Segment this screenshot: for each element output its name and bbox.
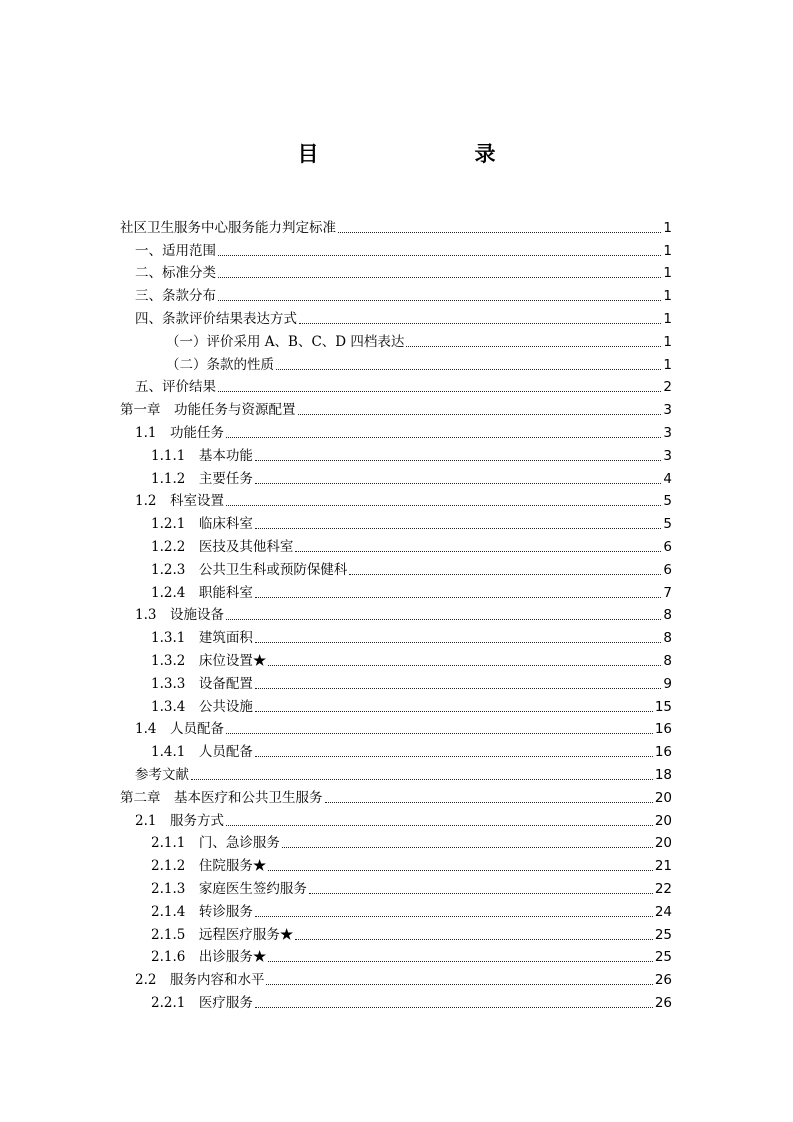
toc-entry-page-number: 3 bbox=[663, 424, 672, 441]
toc-entry-label: 2.2 服务内容和水平 bbox=[135, 972, 265, 989]
toc-entry-page-number: 5 bbox=[663, 516, 672, 533]
page-title: 目 录 bbox=[297, 141, 534, 166]
toc-entry-label: 1.3 设施设备 bbox=[135, 607, 224, 624]
toc-entry-label: 1.2.2 医技及其他科室 bbox=[151, 538, 294, 555]
toc-entry[interactable] bbox=[120, 305, 672, 328]
toc-entry[interactable] bbox=[120, 465, 672, 488]
toc-entry[interactable] bbox=[120, 374, 672, 397]
toc-entry-page-number: 25 bbox=[654, 926, 672, 943]
toc-entry[interactable] bbox=[120, 624, 672, 647]
toc-entry[interactable] bbox=[120, 921, 672, 944]
toc-entry-label: 2.2.1 医疗服务 bbox=[151, 994, 253, 1011]
toc-entry-page-number: 1 bbox=[663, 265, 672, 282]
toc-entry[interactable] bbox=[120, 328, 672, 351]
toc-entry[interactable] bbox=[120, 214, 672, 237]
toc-dot-leader bbox=[226, 825, 653, 826]
toc-dot-leader bbox=[255, 642, 662, 643]
toc-dot-leader bbox=[295, 551, 661, 552]
toc-entry-page-number: 1 bbox=[663, 310, 672, 327]
toc-entry-label: 一、适用范围 bbox=[135, 242, 216, 259]
toc-entry-label: 1.1.2 主要任务 bbox=[151, 470, 253, 487]
toc-dot-leader bbox=[309, 893, 653, 894]
toc-dot-leader bbox=[268, 665, 661, 666]
toc-entry[interactable] bbox=[120, 602, 672, 625]
toc-dot-leader bbox=[218, 255, 661, 256]
toc-entry[interactable] bbox=[120, 693, 672, 716]
toc-dot-leader bbox=[298, 414, 662, 415]
toc-entry-label: 1.3.1 建筑面积 bbox=[151, 630, 253, 647]
toc-dot-leader bbox=[218, 391, 661, 392]
toc-entry-label: 2.1.3 家庭医生签约服务 bbox=[151, 880, 307, 897]
toc-entry[interactable] bbox=[120, 966, 672, 989]
toc-entry-page-number: 6 bbox=[663, 538, 672, 555]
toc-entry[interactable] bbox=[120, 898, 672, 921]
toc-entry[interactable] bbox=[120, 784, 672, 807]
toc-entry[interactable] bbox=[120, 670, 672, 693]
toc-entry-label: （二）条款的性质 bbox=[166, 356, 274, 373]
toc-entry[interactable] bbox=[120, 761, 672, 784]
toc-dot-leader bbox=[218, 277, 661, 278]
toc-entry[interactable] bbox=[120, 237, 672, 260]
toc-entry[interactable] bbox=[120, 442, 672, 465]
toc-entry-page-number: 1 bbox=[663, 288, 672, 305]
toc-entry[interactable] bbox=[120, 351, 672, 374]
toc-entry-page-number: 21 bbox=[654, 858, 672, 875]
toc-dot-leader bbox=[276, 369, 661, 370]
toc-entry-page-number: 15 bbox=[654, 698, 672, 715]
toc-entry-label: 2.1.5 远程医疗服务★ bbox=[151, 926, 294, 943]
toc-entry-label: 2.1.6 出诊服务★ bbox=[151, 949, 267, 966]
toc-dot-leader bbox=[406, 346, 661, 347]
toc-dot-leader bbox=[255, 756, 653, 757]
toc-entry-page-number: 25 bbox=[654, 949, 672, 966]
toc-entry[interactable] bbox=[120, 260, 672, 283]
toc-dot-leader bbox=[295, 939, 652, 940]
toc-entry-page-number: 8 bbox=[663, 607, 672, 624]
toc-entry[interactable] bbox=[120, 944, 672, 967]
toc-entry-label: 2.1.4 转诊服务 bbox=[151, 903, 253, 920]
toc-dot-leader bbox=[325, 802, 653, 803]
toc-entry-label: 五、评价结果 bbox=[135, 379, 216, 396]
toc-entry-label: 2.1 服务方式 bbox=[135, 812, 224, 829]
toc-entry[interactable] bbox=[120, 738, 672, 761]
toc-entry[interactable] bbox=[120, 807, 672, 830]
toc-entry-label: （一）评价采用 A、B、C、D 四档表达 bbox=[166, 333, 405, 350]
toc-entry-label: 1.4.1 人员配备 bbox=[151, 744, 253, 761]
toc-entry-page-number: 16 bbox=[654, 744, 672, 761]
toc-dot-leader bbox=[226, 733, 653, 734]
toc-entry-page-number: 3 bbox=[663, 447, 672, 464]
toc-entry-page-number: 1 bbox=[663, 242, 672, 259]
toc-dot-leader bbox=[255, 528, 662, 529]
toc-entry[interactable] bbox=[120, 533, 672, 556]
toc-entry-label: 1.3.4 公共设施 bbox=[151, 698, 253, 715]
toc-entry-page-number: 4 bbox=[663, 470, 672, 487]
toc-dot-leader bbox=[268, 961, 652, 962]
toc-entry[interactable] bbox=[120, 419, 672, 442]
toc-entry[interactable] bbox=[120, 510, 672, 533]
toc-dot-leader bbox=[218, 300, 661, 301]
toc-dot-leader bbox=[338, 232, 661, 233]
toc-entry-page-number: 5 bbox=[663, 493, 672, 510]
toc-entry-page-number: 20 bbox=[654, 789, 672, 806]
table-of-contents bbox=[120, 214, 672, 1012]
toc-entry-label: 1.2.4 职能科室 bbox=[151, 584, 253, 601]
toc-entry-page-number: 3 bbox=[663, 402, 672, 419]
toc-entry-label: 第一章 功能任务与资源配置 bbox=[120, 402, 296, 419]
toc-entry-label: 1.2.1 临床科室 bbox=[151, 516, 253, 533]
toc-entry[interactable] bbox=[120, 716, 672, 739]
toc-entry[interactable] bbox=[120, 647, 672, 670]
toc-entry-label: 第二章 基本医疗和公共卫生服务 bbox=[120, 789, 323, 806]
toc-entry-page-number: 20 bbox=[654, 812, 672, 829]
toc-entry[interactable] bbox=[120, 488, 672, 511]
toc-dot-leader bbox=[349, 574, 661, 575]
toc-entry-page-number: 22 bbox=[654, 880, 672, 897]
toc-entry-page-number: 6 bbox=[663, 561, 672, 578]
toc-entry[interactable] bbox=[120, 989, 672, 1012]
toc-entry-label: 1.1 功能任务 bbox=[135, 424, 224, 441]
toc-entry-label: 二、标准分类 bbox=[135, 265, 216, 282]
toc-entry-page-number: 9 bbox=[663, 675, 672, 692]
toc-entry-page-number: 7 bbox=[663, 584, 672, 601]
toc-entry-label: 三、条款分布 bbox=[135, 288, 216, 305]
toc-entry-page-number: 20 bbox=[654, 835, 672, 852]
toc-entry[interactable] bbox=[120, 830, 672, 853]
toc-entry-label: 2.1.1 门、急诊服务 bbox=[151, 835, 280, 852]
toc-entry-page-number: 2 bbox=[663, 379, 672, 396]
toc-entry[interactable] bbox=[120, 875, 672, 898]
toc-entry[interactable] bbox=[120, 579, 672, 602]
toc-entry-page-number: 18 bbox=[654, 766, 672, 783]
toc-dot-leader bbox=[255, 711, 653, 712]
toc-entry-page-number: 26 bbox=[654, 972, 672, 989]
toc-dot-leader bbox=[255, 688, 662, 689]
toc-entry-label: 1.1.1 基本功能 bbox=[151, 447, 253, 464]
toc-dot-leader bbox=[299, 323, 661, 324]
toc-entry-page-number: 1 bbox=[663, 333, 672, 350]
toc-entry-page-number: 8 bbox=[663, 652, 672, 669]
toc-dot-leader bbox=[255, 597, 662, 598]
toc-entry-label: 1.2 科室设置 bbox=[135, 493, 224, 510]
toc-entry[interactable] bbox=[120, 852, 672, 875]
toc-entry[interactable] bbox=[120, 282, 672, 305]
toc-entry-page-number: 1 bbox=[663, 356, 672, 373]
toc-entry-page-number: 16 bbox=[654, 721, 672, 738]
toc-entry-label: 社区卫生服务中心服务能力判定标准 bbox=[120, 219, 336, 236]
toc-dot-leader bbox=[191, 779, 653, 780]
toc-entry[interactable] bbox=[120, 556, 672, 579]
toc-dot-leader bbox=[226, 619, 661, 620]
toc-dot-leader bbox=[226, 437, 661, 438]
toc-entry-label: 1.3.2 床位设置★ bbox=[151, 652, 267, 669]
toc-dot-leader bbox=[266, 984, 652, 985]
toc-entry-label: 四、条款评价结果表达方式 bbox=[135, 310, 297, 327]
toc-dot-leader bbox=[282, 847, 653, 848]
toc-dot-leader bbox=[255, 1007, 653, 1008]
toc-dot-leader bbox=[268, 870, 652, 871]
toc-entry-label: 1.2.3 公共卫生科或预防保健科 bbox=[151, 561, 348, 578]
toc-dot-leader bbox=[255, 916, 653, 917]
toc-entry-page-number: 1 bbox=[663, 219, 672, 236]
toc-dot-leader bbox=[226, 505, 661, 506]
toc-entry-label: 1.4 人员配备 bbox=[135, 721, 224, 738]
toc-entry-page-number: 8 bbox=[663, 630, 672, 647]
toc-entry[interactable] bbox=[120, 396, 672, 419]
toc-dot-leader bbox=[255, 483, 662, 484]
toc-dot-leader bbox=[255, 460, 662, 461]
toc-entry-label: 1.3.3 设备配置 bbox=[151, 675, 253, 692]
toc-entry-label: 2.1.2 住院服务★ bbox=[151, 858, 267, 875]
toc-entry-page-number: 26 bbox=[654, 994, 672, 1011]
toc-entry-label: 参考文献 bbox=[135, 766, 189, 783]
toc-entry-page-number: 24 bbox=[654, 903, 672, 920]
